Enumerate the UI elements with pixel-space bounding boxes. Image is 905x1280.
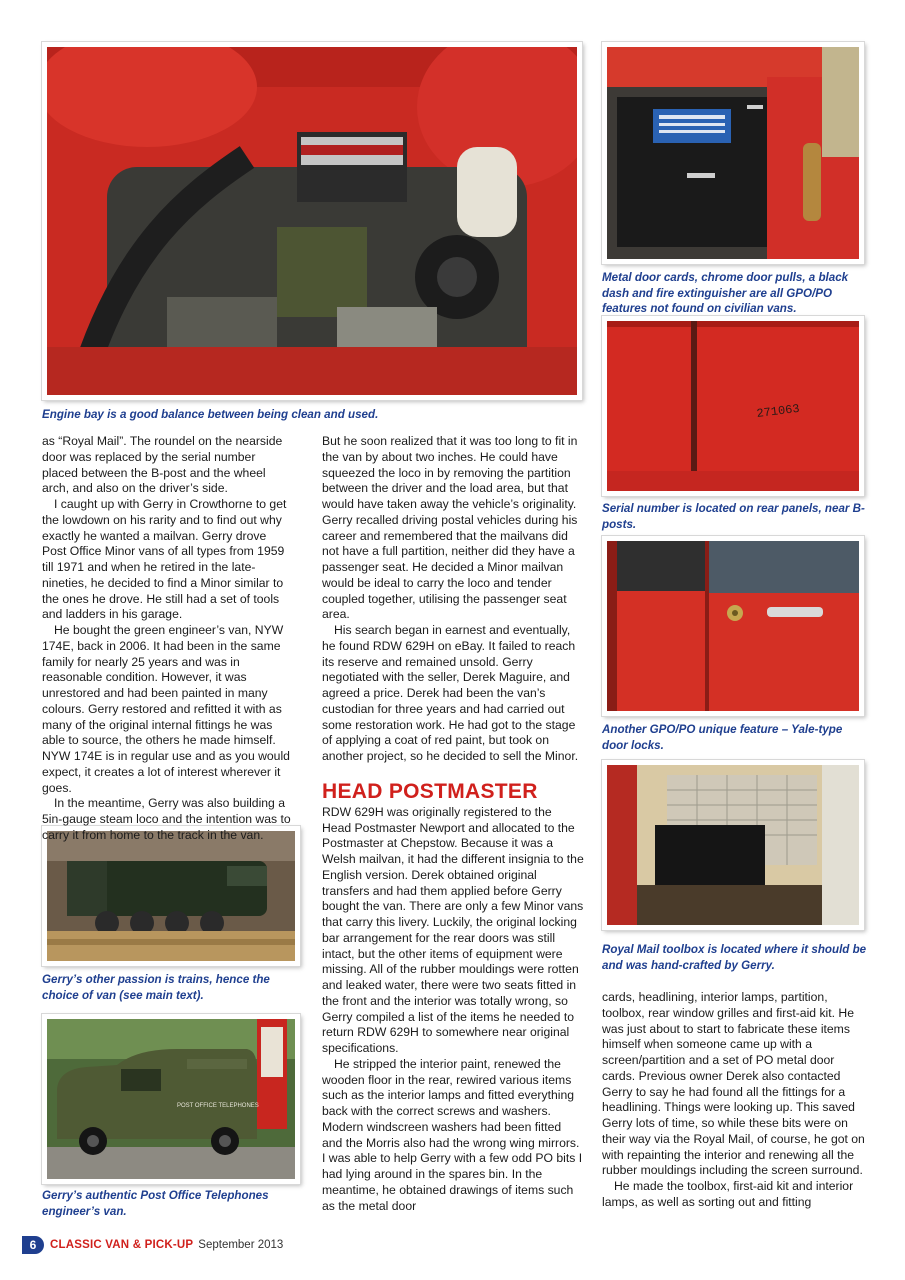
column-3 — [602, 990, 868, 1211]
paragraph: But he soon realized that it was too long to fit in the van by about two inches. He could have squeezed the loco in by removing the partition between the driver and the load area, but that would have taken away the vehicle’s originality. Gerry recalled driving postal vehicles during his career and remembered that the mailvans did not have a full partition, neither did they have a passenger seat. He decided a Minor mailvan would be ideal to carry the loco and tender coupled together, utilising the passenger seat area. — [322, 434, 578, 622]
paragraph: as “Royal Mail”. The roundel on the nearside door was replaced by the serial number placed between the B-post and the wheel arch, and also on the driver’s side. — [42, 434, 283, 496]
caption-door-cards: Metal door cards, chrome door pulls, a black dash and fire extinguisher are all GPO/PO features not found on civilian vans. — [602, 271, 849, 315]
caption-toolbox: Royal Mail toolbox is located where it should be and was hand-crafted by Gerry. — [602, 943, 867, 972]
toolbox-image — [607, 765, 859, 925]
serial-number-photo — [602, 316, 864, 496]
van-lettering: POST OFFICE TELEPHONES — [177, 1103, 259, 1109]
serial-number-text: 271063 — [755, 401, 801, 421]
door-locks-photo — [602, 536, 864, 716]
paragraph: I caught up with Gerry in Crowthorne to get the lowdown on his rarity and to find out why exactly he wanted a mailvan. Gerry drove Post Office Minor vans of all types from 1959 till 1971 and when he retired in the late-nineties, he decided to find a Minor similar to the ones he drove. He still had a set of tools and ladders in his garage. — [42, 497, 287, 622]
paragraph: His search began in earnest and eventually, he found RDW 629H on eBay. It failed to reach its reserve and remained unsold. Gerry negotiated with the seller, Derek Maguire, and agreed a price. Derek had been the van’s custodian for three years and had carried out some restoration work. He had got to the stage of applying a coat of red paint, but took on another project, so he decided to sell the Minor. — [322, 623, 579, 763]
door-cards-photo — [602, 42, 864, 264]
paragraph: He made the toolbox, first-aid kit and interior lamps, as well as sorting out and fitting — [602, 1179, 854, 1209]
magazine-title: CLASSIC VAN & PICK-UP — [50, 1239, 194, 1251]
caption-engine-bay: Engine bay is a good balance between being clean and used. — [42, 408, 379, 421]
engine-bay-image — [47, 47, 577, 395]
paragraph: In the meantime, Gerry was also building a 5in-gauge steam loco and the intention was to carry it from home to the track in the van. — [42, 796, 291, 842]
caption-telephones-van: Gerry’s authentic Post Office Telephones engineer’s van. — [42, 1189, 269, 1218]
engine-bay-photo — [42, 42, 582, 400]
caption-serial-number: Serial number is located on rear panels, near B-posts. — [602, 502, 865, 531]
paragraph: He stripped the interior paint, renewed the wooden floor in the rear, rewired various items such as the interior lamps and fitted everything back with the correct screws and washers. Modern windscreen washers had been fitted and the Morris also had the wrong wing mirrors. I was able to help Gerry with a few odd PO bits I had lying around in the spares bin. In the meantime, he obtained drawings of items such as the metal door — [322, 1056, 583, 1213]
paragraph: cards, headlining, interior lamps, partition, toolbox, rear window grilles and first-aid kit. He was just about to start to fabricate these items himself when someone came up with a screen/partition and a set of PO metal door cards. Previous owner Derek also contacted Gerry to say he had found all the fittings for a headlining. Things were looking up. This saved Gerry lots of time, so while these bits were on their way via the Royal Mail, of course, he got on with repainting the interior and renewing all the rubber mouldings including the screen surround. — [602, 990, 865, 1178]
telephones-van-image — [47, 1019, 295, 1179]
door-locks-image — [607, 541, 859, 711]
column-1 — [42, 434, 292, 844]
telephones-van-photo — [42, 1014, 300, 1184]
door-cards-image — [607, 47, 859, 259]
caption-trains: Gerry’s other passion is trains, hence the choice of van (see main text). — [42, 973, 270, 1002]
trains-photo — [42, 826, 300, 966]
caption-door-locks: Another GPO/PO unique feature – Yale-type door locks. — [602, 723, 843, 752]
toolbox-photo — [602, 760, 864, 930]
column-2 — [322, 434, 584, 1214]
issue-date: September 2013 — [198, 1239, 284, 1251]
trains-image — [47, 831, 295, 961]
paragraph: RDW 629H was originally registered to the Head Postmaster Newport and allocated to the Postmaster at Chepstow. Because it was a Welsh mailvan, it had the different insignia to the English version. Derek obtained original transfers and had them applied before Gerry bought the van. There are only a few Minor vans that carry this livery. Luckily, the original locking bar arrangement for the rear doors was still intact, but the other items of equipment were missing. All of the rubber mouldings were rotten and leaked water, there were two seats fitted in the front and the interior was totally wrong, so Gerry compiled a list of the items he needed to return RDW 629H to somewhere near original specifications. — [322, 804, 584, 1055]
paragraph: He bought the green engineer’s van, NYW 174E, back in 2006. It had been in the same family for nearly 25 years and was in reasonable condition. However, it was unrestored and had been painted in many colours. Gerry restored and refitted it with as many of the original internal fittings he was able to source, the others he made himself. NYW 174E is in regular use and as you would expect, it creates a lot of interest wherever it goes. — [42, 623, 290, 795]
section-heading: HEAD POSTMASTER — [322, 779, 538, 803]
page-footer — [22, 1236, 283, 1254]
serial-number-image — [607, 321, 859, 491]
page-number: 6 — [22, 1236, 44, 1254]
